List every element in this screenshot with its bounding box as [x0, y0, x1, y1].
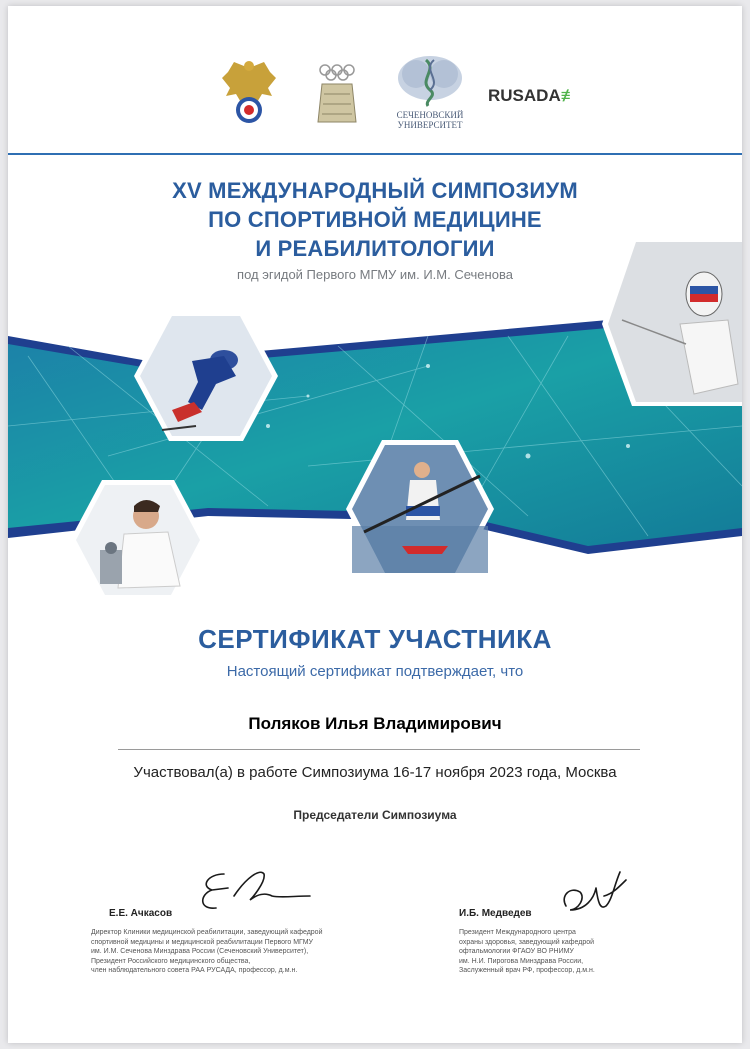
signatory-1-desc-line: им. И.М. Сеченова Минздрава России (Сеченовский Университет), — [91, 948, 309, 955]
rusada-logo: RUSADA≢ — [488, 86, 578, 105]
signatory-2-desc-line: им. Н.И. Пирогова Минздрава России, — [459, 957, 584, 965]
olympic-committee-logo — [312, 62, 362, 128]
signatory-2-desc-line: офтальмологии ФГАОУ ВО РНИМУ — [459, 948, 574, 955]
sechenov-text-line2: УНИВЕРСИТЕТ — [397, 120, 463, 130]
lab-researcher-photo — [68, 476, 208, 604]
kayaker-photo — [344, 436, 496, 582]
signatory-1-description — [91, 928, 391, 976]
certificate-page — [8, 6, 742, 1043]
symposium-title-line3: И РЕАБИЛИТОЛОГИИ — [255, 236, 495, 261]
participation-statement: Участвовал(а) в работе Симпозиума 16-17 ноября 2023 года, Москва — [133, 764, 617, 781]
signatory-2-desc-line: охраны здоровья, заведующий кафедрой — [459, 938, 595, 946]
symposium-title-line2: ПО СПОРТИВНОЙ МЕДИЦИНЕ — [208, 207, 542, 232]
signatory-1-desc-line: член наблюдательного совета РАА РУСАДА, профессор, д.м.н. — [91, 967, 298, 974]
symposium-subtitle: под эгидой Первого МГМУ им. И.М. Сеченова — [237, 267, 513, 282]
certificate-subtitle: Настоящий сертификат подтверждает, что — [226, 663, 524, 680]
participant-name: Поляков Илья Владимирович — [248, 714, 502, 733]
rusada-logo-text: RUSADA — [488, 86, 561, 105]
symposium-title-line1: XV МЕЖДУНАРОДНЫЙ СИМПОЗИУМ — [172, 178, 578, 203]
signatory-2-name: И.Б. Медведев — [459, 908, 532, 919]
chairs-heading: Председатели Симпозиума — [293, 808, 457, 822]
name-underline — [118, 749, 640, 750]
sechenov-logo-text — [388, 110, 472, 130]
sechenov-text-line1: СЕЧЕНОВСКИЙ — [396, 110, 464, 120]
rfs-eagle-logo — [220, 58, 278, 128]
signatory-1-desc-line: Президент Российского медицинского общества, — [91, 957, 251, 965]
fencer-photo — [602, 234, 742, 410]
signatory-2-desc-line: Президент Международного центра — [459, 929, 576, 936]
sechenov-tree-logo — [394, 52, 466, 108]
signatory-1-desc-line: Директор Клиники медицинской реабилитации, заведующий кафедрой — [91, 929, 323, 936]
signatory-2-signature — [556, 866, 632, 922]
signatory-1-desc-line: спортивной медицины и медицинской реабилитации Первого МГМУ — [91, 938, 313, 946]
signatory-1-name: Е.Е. Ачкасов — [109, 908, 173, 919]
signatory-2-description — [459, 928, 742, 976]
header-divider — [8, 153, 742, 155]
signatory-2-desc-line: Заслуженный врач РФ, профессор, д.м.н. — [459, 967, 595, 974]
certificate-title: СЕРТИФИКАТ УЧАСТНИКА — [198, 624, 552, 654]
speed-skater-photo — [132, 306, 280, 446]
signatory-1-signature — [194, 860, 312, 920]
